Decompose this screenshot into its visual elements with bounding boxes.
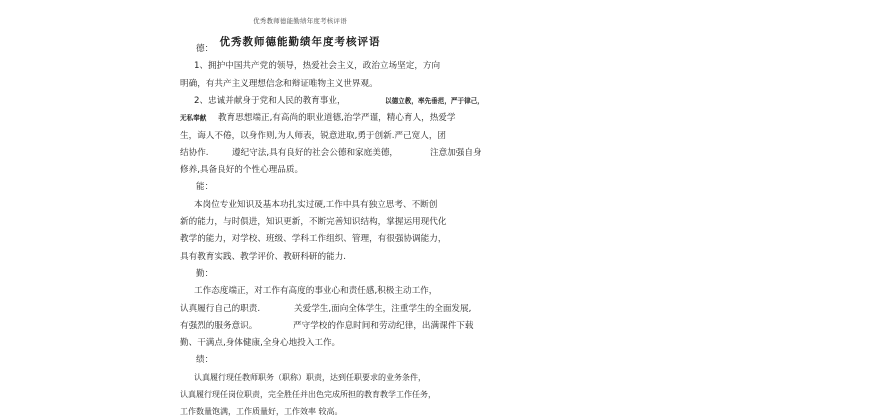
paragraph-line: 注意加强自身 bbox=[430, 147, 482, 158]
section-heading-ji: 绩： bbox=[196, 355, 214, 366]
paragraph-line: 工作态度端正，对工作有高度的事业心和责任感,积极主动工作， bbox=[194, 286, 438, 297]
document-title: 优秀教师德能勤绩年度考核评语 bbox=[219, 36, 381, 48]
paragraph-line: 工作数量饱满，工作质量好，工作效率 较高。 bbox=[180, 407, 343, 416]
paragraph-line: 遵纪守法,具有良好的社会公德和家庭美德， bbox=[232, 147, 399, 158]
paragraph-line: 关爱学生,面向全体学生，注重学生的全面发展, bbox=[294, 303, 472, 314]
paragraph-line: 认真履行自己的职责. bbox=[180, 303, 261, 314]
paragraph-line: 教学的能力，对学校、班级、学科工作组织、管理，有很强协调能力， bbox=[180, 234, 447, 245]
section-heading-qin: 勤： bbox=[196, 268, 214, 279]
paragraph-line-small: 以德立教，率先垂范，严于律己， bbox=[385, 96, 484, 105]
running-header: 优秀教师德能勤绩年度考核评语 bbox=[253, 17, 347, 25]
paragraph-line: 有强烈的服务意识。 bbox=[180, 320, 258, 331]
paragraph-line: 本岗位专业知识及基本功扎实过硬,工作中具有独立思考、不断创 bbox=[194, 199, 438, 210]
paragraph-line: 生，诲人不倦，以身作则,为人师表，锐意进取,勇于创新.严己宽人，团 bbox=[180, 130, 447, 141]
paragraph-line: 教育思想端正,有高尚的职业道德,治学严谨，精心育人，热爱学 bbox=[218, 113, 456, 124]
paragraph-line: 2、忠诚并献身于党和人民的教育事业， bbox=[194, 95, 346, 106]
paragraph-line: 认真履行现任岗位职责，完全胜任并出色完成所担的教育教学工作任务， bbox=[180, 390, 436, 399]
section-heading-de: 德： bbox=[196, 44, 214, 54]
paragraph-line: 严守学校的作息时间和劳动纪律，出满课件下载 bbox=[293, 320, 474, 331]
paragraph-line: 明确，有共产主义理想信念和辩证唯物主义世界观。 bbox=[180, 78, 378, 89]
paragraph-line: 认真履行现任教师职务（职称）职责，达到任职要求的业务条件， bbox=[194, 372, 426, 382]
section-heading-neng: 能： bbox=[196, 182, 214, 193]
paragraph-line: 新的能力，与时俱进，知识更新，不断完善知识结构，掌握运用现代化 bbox=[180, 217, 447, 227]
paragraph-line: 修养,具备良好的个性心理品质。 bbox=[180, 165, 304, 176]
paragraph-line: 具有教育实践、教学评价、教研科研的能力. bbox=[180, 251, 347, 262]
paragraph-line: 1、拥护中国共产党的领导，热爱社会主义，政治立场坚定，方向 bbox=[194, 61, 441, 72]
paragraph-line: 勤、干满点,身体健康,全身心地投入工作。 bbox=[180, 338, 341, 349]
paragraph-line: 结协作. bbox=[180, 147, 209, 158]
paragraph-line-small: 无私奉献 bbox=[180, 114, 207, 123]
